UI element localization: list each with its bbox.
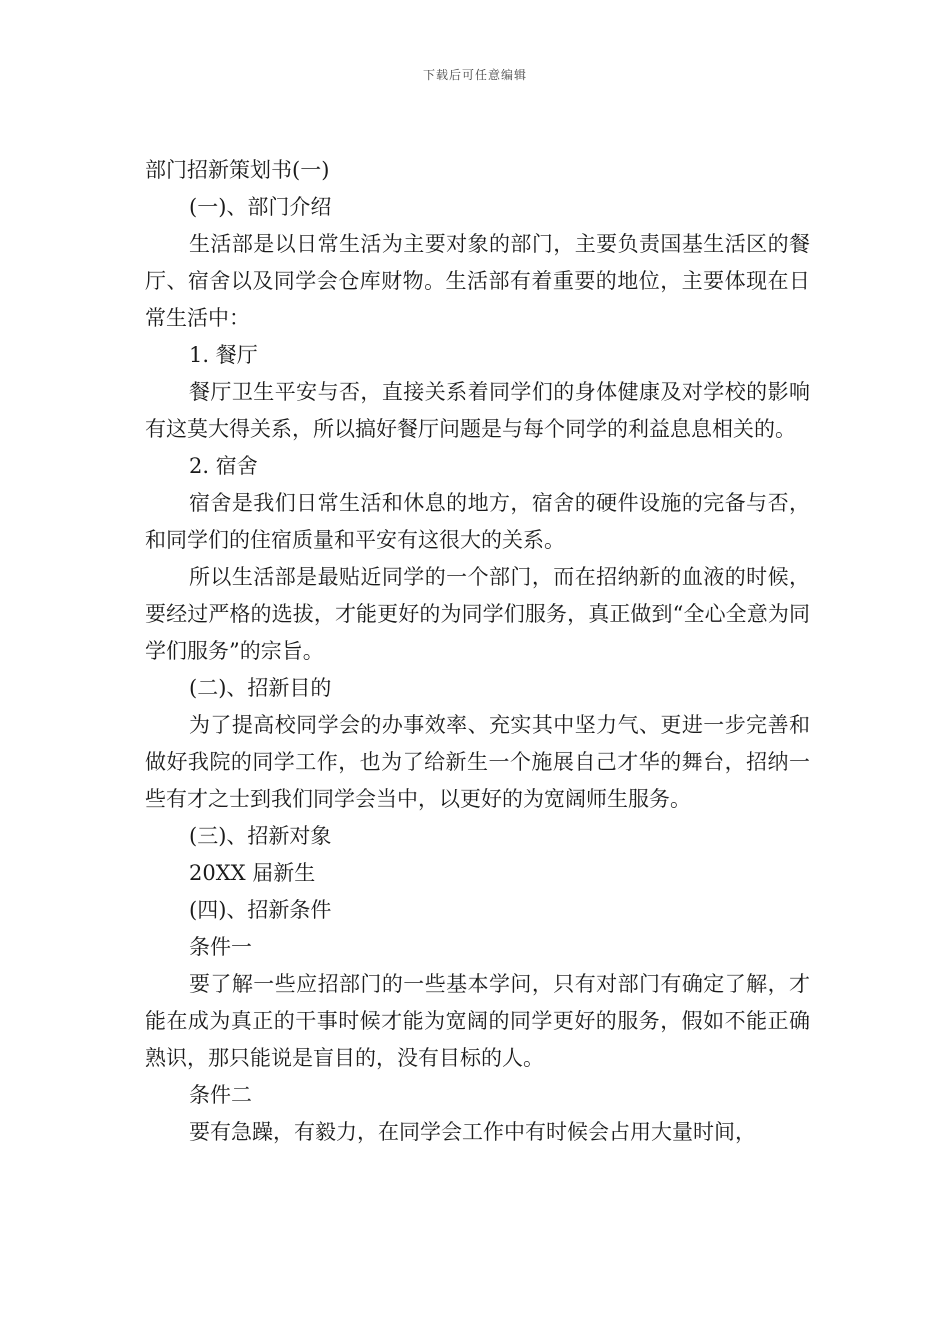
paragraph: 餐厅卫生平安与否，直接关系着同学们的身体健康及对学校的影响有这莫大得关系，所以搞好餐厅问题是与每个同学的利益息息相关的。 bbox=[145, 380, 810, 441]
document-title: 部门招新策划书(一) bbox=[145, 158, 330, 182]
paragraph: 所以生活部是最贴近同学的一个部门，而在招纳新的血液的时候，要经过严格的选拔，才能更好的为同学们服务，真正做到“全心全意为同学们服务”的宗旨。 bbox=[145, 565, 810, 663]
paragraph: 宿舍是我们日常生活和休息的地方，宿舍的硬件设施的完备与否，和同学们的住宿质量和平安有这很大的关系。 bbox=[145, 491, 810, 552]
subheading-condition-two: 条件二 bbox=[189, 1083, 252, 1107]
section-heading-conditions: (四)、招新条件 bbox=[189, 898, 332, 922]
page-header-note: 下载后可任意编辑 bbox=[422, 68, 527, 82]
paragraph: 为了提高校同学会的办事效率、充实其中坚力气、更进一步完善和做好我院的同学工作，也为了给新生一个施展自己才华的舞台，招纳一些有才之士到我们同学会当中，以更好的为宽阔师生服务。 bbox=[145, 713, 810, 811]
document-body bbox=[145, 152, 810, 1151]
subheading-dormitory: 2. 宿舍 bbox=[189, 454, 258, 478]
paragraph: 20XX 届新生 bbox=[189, 861, 316, 885]
section-heading-target: (三)、招新对象 bbox=[189, 824, 332, 848]
section-heading-intro: (一)、部门介绍 bbox=[189, 195, 332, 219]
paragraph: 要了解一些应招部门的一些基本学问，只有对部门有确定了解，才能在成为真正的干事时候才能为宽阔的同学更好的服务，假如不能正确熟识，那只能说是盲目的，没有目标的人。 bbox=[145, 972, 810, 1070]
subheading-canteen: 1. 餐厅 bbox=[189, 343, 258, 367]
subheading-condition-one: 条件一 bbox=[189, 935, 252, 959]
section-heading-purpose: (二)、招新目的 bbox=[189, 676, 332, 700]
paragraph: 要有急躁，有毅力，在同学会工作中有时候会占用大量时间， bbox=[189, 1120, 756, 1144]
paragraph: 生活部是以日常生活为主要对象的部门，主要负责国基生活区的餐厅、宿舍以及同学会仓库财物。生活部有着重要的地位，主要体现在日常生活中： bbox=[145, 232, 810, 330]
